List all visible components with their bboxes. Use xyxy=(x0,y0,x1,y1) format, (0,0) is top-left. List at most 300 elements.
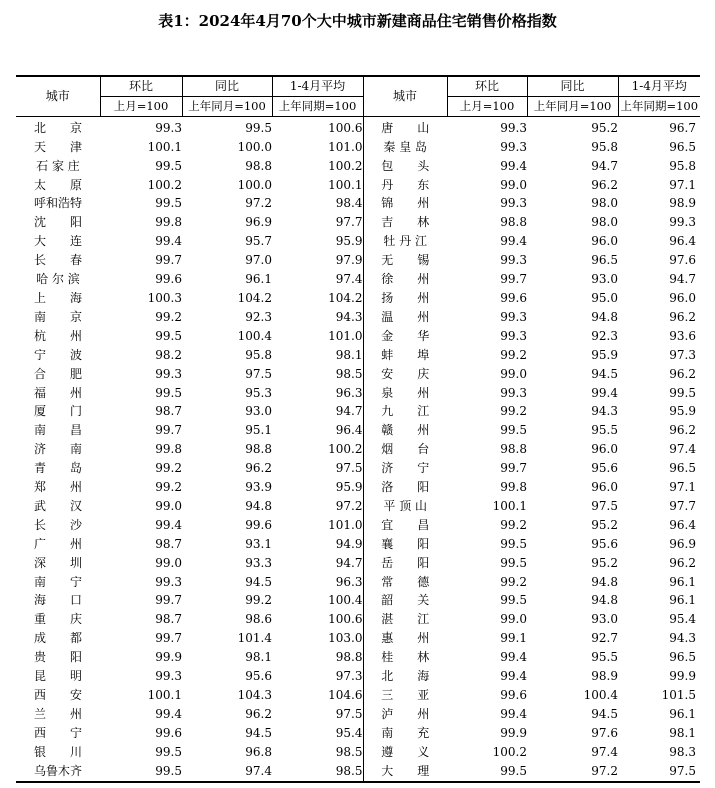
left-mom-cell: 99.4 xyxy=(155,706,182,721)
right-mom-cell: 100.2 xyxy=(492,744,527,759)
right-city-cell: 徐 州 xyxy=(381,272,430,287)
table-header xyxy=(16,76,700,116)
left-city-cell: 重 庆 xyxy=(33,612,82,627)
table-row xyxy=(16,610,700,629)
right-city-cell: 九 江 xyxy=(381,404,430,419)
left-yoy-cell: 95.8 xyxy=(245,347,272,362)
right-avg-cell: 96.5 xyxy=(669,139,696,154)
table-row xyxy=(16,346,700,365)
right-avg-cell: 96.2 xyxy=(669,366,696,381)
left-mom-cell: 99.5 xyxy=(155,158,182,173)
right-mom-cell: 99.5 xyxy=(500,555,527,570)
table-row xyxy=(16,648,700,667)
right-avg-cell: 97.3 xyxy=(669,347,696,362)
left-city-cell: 深 圳 xyxy=(33,555,82,570)
left-yoy-cell: 94.8 xyxy=(245,498,272,513)
left-avg-cell: 98.5 xyxy=(272,365,363,384)
table-row xyxy=(16,762,700,782)
left-avg-cell: 94.9 xyxy=(272,535,363,554)
left-mom-cell: 99.0 xyxy=(155,555,182,570)
left-yoy-cell: 93.9 xyxy=(245,480,272,495)
left-mom-cell: 99.5 xyxy=(155,385,182,400)
price-index-table xyxy=(16,75,700,783)
table-row xyxy=(16,743,700,762)
left-avg-cell: 97.5 xyxy=(272,459,363,478)
right-avg-cell: 94.7 xyxy=(669,272,696,287)
right-city-cell: 大 理 xyxy=(381,763,430,778)
left-avg-cell: 100.6 xyxy=(272,610,363,629)
right-yoy-cell: 96.0 xyxy=(591,442,618,457)
left-mom-cell: 100.1 xyxy=(147,139,182,154)
right-mom-cell: 99.1 xyxy=(500,631,527,646)
right-yoy-cell: 95.8 xyxy=(591,139,618,154)
right-avg-cell: 96.1 xyxy=(669,574,696,589)
header-city-left: 城市 xyxy=(16,76,100,116)
right-mom-cell: 99.0 xyxy=(500,366,527,381)
left-mom-cell: 98.2 xyxy=(155,347,182,362)
right-mom-cell: 99.0 xyxy=(500,612,527,627)
right-city-cell: 赣 州 xyxy=(381,423,430,438)
right-yoy-cell: 95.5 xyxy=(591,423,618,438)
left-avg-cell: 101.0 xyxy=(272,516,363,535)
left-mom-cell: 99.2 xyxy=(155,461,182,476)
left-city-cell: 石 家 庄 xyxy=(36,158,80,173)
right-yoy-cell: 92.3 xyxy=(591,328,618,343)
left-city-cell: 长 沙 xyxy=(33,517,82,532)
table-row xyxy=(16,270,700,289)
left-avg-cell: 98.8 xyxy=(272,648,363,667)
left-yoy-cell: 98.1 xyxy=(245,650,272,665)
right-city-cell: 惠 州 xyxy=(381,631,430,646)
left-city-cell: 北 京 xyxy=(33,120,82,135)
table-row xyxy=(16,667,700,686)
right-yoy-cell: 93.0 xyxy=(591,612,618,627)
left-mom-cell: 99.3 xyxy=(155,366,182,381)
header-yoy-right: 同比 xyxy=(527,76,618,96)
left-mom-cell: 99.6 xyxy=(155,272,182,287)
right-yoy-cell: 92.7 xyxy=(591,631,618,646)
right-city-cell: 烟 台 xyxy=(381,442,430,457)
header-mom-base-right: 上月=100 xyxy=(447,96,527,116)
left-mom-cell: 99.5 xyxy=(155,328,182,343)
right-yoy-cell: 94.3 xyxy=(591,404,618,419)
right-mom-cell: 99.5 xyxy=(500,423,527,438)
left-yoy-cell: 94.5 xyxy=(245,725,272,740)
table-row xyxy=(16,497,700,516)
left-avg-cell: 101.0 xyxy=(272,327,363,346)
table-row xyxy=(16,535,700,554)
table-row xyxy=(16,176,700,195)
right-city-cell: 牡 丹 江 xyxy=(383,234,428,249)
right-yoy-cell: 95.5 xyxy=(591,650,618,665)
left-avg-cell: 94.7 xyxy=(272,402,363,421)
left-mom-cell: 100.1 xyxy=(147,688,182,702)
header-yoy-left: 同比 xyxy=(182,76,272,96)
right-city-cell: 襄 阳 xyxy=(381,536,430,551)
left-city-cell: 武 汉 xyxy=(33,498,82,513)
left-yoy-cell: 99.2 xyxy=(245,593,272,608)
left-city-cell: 海 口 xyxy=(33,593,82,608)
right-avg-cell: 97.6 xyxy=(669,253,696,268)
table-row xyxy=(16,573,700,592)
right-city-cell: 金 华 xyxy=(381,328,430,343)
left-avg-cell: 96.3 xyxy=(272,384,363,403)
right-mom-cell: 99.3 xyxy=(500,385,527,400)
right-avg-cell: 96.4 xyxy=(669,234,696,249)
left-yoy-cell: 95.7 xyxy=(245,234,272,249)
right-yoy-cell: 97.2 xyxy=(591,763,618,778)
left-mom-cell: 100.2 xyxy=(147,177,182,192)
right-mom-cell: 99.5 xyxy=(500,763,527,778)
header-avg-left: 1-4月平均 xyxy=(272,76,363,96)
left-mom-cell: 98.7 xyxy=(155,536,182,551)
left-city-cell: 兰 州 xyxy=(33,706,82,721)
left-yoy-cell: 98.8 xyxy=(245,158,272,173)
left-yoy-cell: 95.3 xyxy=(245,385,272,400)
right-avg-cell: 96.1 xyxy=(669,706,696,721)
left-city-cell: 南 昌 xyxy=(33,423,82,438)
right-yoy-cell: 95.2 xyxy=(591,120,618,135)
right-yoy-cell: 94.5 xyxy=(591,706,618,721)
left-avg-cell: 104.2 xyxy=(272,289,363,308)
right-avg-cell: 96.2 xyxy=(669,423,696,438)
left-yoy-cell: 98.8 xyxy=(245,442,272,457)
left-city-cell: 上 海 xyxy=(33,290,82,305)
right-mom-cell: 99.5 xyxy=(500,536,527,551)
right-yoy-cell: 95.9 xyxy=(591,347,618,362)
left-avg-cell: 94.7 xyxy=(272,554,363,573)
right-mom-cell: 99.2 xyxy=(500,347,527,362)
right-mom-cell: 99.6 xyxy=(500,688,527,702)
right-yoy-cell: 96.2 xyxy=(591,177,618,192)
table-row xyxy=(16,440,700,459)
right-city-cell: 唐 山 xyxy=(381,120,430,135)
table-row xyxy=(16,554,700,573)
left-yoy-cell: 100.0 xyxy=(237,177,272,192)
left-yoy-cell: 93.3 xyxy=(245,555,272,570)
left-mom-cell: 99.9 xyxy=(155,650,182,665)
right-city-cell: 丹 东 xyxy=(381,177,430,192)
left-city-cell: 杭 州 xyxy=(33,328,82,343)
table-row xyxy=(16,194,700,213)
table-row xyxy=(16,421,700,440)
right-avg-cell: 96.2 xyxy=(669,555,696,570)
left-yoy-cell: 96.1 xyxy=(245,272,272,287)
left-mom-cell: 98.7 xyxy=(155,612,182,627)
left-yoy-cell: 101.4 xyxy=(237,631,272,646)
right-city-cell: 常 德 xyxy=(381,574,430,589)
left-city-cell: 厦 门 xyxy=(33,404,82,419)
header-avg-right: 1-4月平均 xyxy=(618,76,700,96)
table-row xyxy=(16,724,700,743)
right-mom-cell: 99.3 xyxy=(500,120,527,135)
left-mom-cell: 99.2 xyxy=(155,309,182,324)
right-city-cell: 扬 州 xyxy=(381,290,430,305)
right-city-cell: 秦 皇 岛 xyxy=(383,139,428,154)
right-mom-cell: 99.4 xyxy=(500,234,527,249)
left-city-cell: 银 川 xyxy=(33,744,82,759)
right-mom-cell: 99.0 xyxy=(500,177,527,192)
right-yoy-cell: 99.4 xyxy=(591,385,618,400)
left-avg-cell: 100.4 xyxy=(272,591,363,610)
left-mom-cell: 100.3 xyxy=(147,290,182,305)
right-city-cell: 泉 州 xyxy=(381,385,430,400)
table-row xyxy=(16,213,700,232)
right-mom-cell: 99.3 xyxy=(500,328,527,343)
table-row xyxy=(16,686,700,705)
left-yoy-cell: 96.8 xyxy=(245,744,272,759)
right-yoy-cell: 98.0 xyxy=(591,196,618,211)
left-city-cell: 南 京 xyxy=(33,309,82,324)
right-city-cell: 安 庆 xyxy=(381,366,430,381)
left-mom-cell: 99.4 xyxy=(155,234,182,249)
right-avg-cell: 96.7 xyxy=(669,120,696,135)
left-mom-cell: 99.3 xyxy=(155,120,182,135)
left-yoy-cell: 98.6 xyxy=(245,612,272,627)
left-city-cell: 南 宁 xyxy=(33,574,82,589)
right-city-cell: 桂 林 xyxy=(381,650,430,665)
left-yoy-cell: 100.0 xyxy=(237,139,272,154)
right-city-cell: 南 充 xyxy=(381,725,430,740)
left-yoy-cell: 95.1 xyxy=(245,423,272,438)
left-mom-cell: 99.7 xyxy=(155,253,182,268)
left-yoy-cell: 92.3 xyxy=(245,309,272,324)
right-mom-cell: 99.2 xyxy=(500,517,527,532)
left-avg-cell: 97.7 xyxy=(272,213,363,232)
left-city-cell: 郑 州 xyxy=(33,480,82,495)
right-city-cell: 岳 阳 xyxy=(381,555,430,570)
left-mom-cell: 99.5 xyxy=(155,744,182,759)
left-avg-cell: 101.0 xyxy=(272,138,363,157)
left-city-cell: 昆 明 xyxy=(33,669,82,684)
left-city-cell: 长 春 xyxy=(33,253,82,268)
right-avg-cell: 98.3 xyxy=(669,744,696,759)
left-city-cell: 贵 阳 xyxy=(33,650,82,665)
right-yoy-cell: 96.0 xyxy=(591,480,618,495)
right-mom-cell: 99.3 xyxy=(500,196,527,211)
left-mom-cell: 99.5 xyxy=(155,196,182,211)
right-avg-cell: 97.1 xyxy=(669,177,696,192)
right-mom-cell: 99.2 xyxy=(500,404,527,419)
left-yoy-cell: 99.5 xyxy=(245,120,272,135)
right-avg-cell: 97.1 xyxy=(669,480,696,495)
right-avg-cell: 101.5 xyxy=(661,688,696,702)
table-row xyxy=(16,384,700,403)
left-avg-cell: 100.1 xyxy=(272,176,363,195)
left-city-cell: 太 原 xyxy=(33,177,82,192)
left-city-cell: 大 连 xyxy=(33,234,82,249)
table-row xyxy=(16,705,700,724)
right-yoy-cell: 96.0 xyxy=(591,234,618,249)
right-yoy-cell: 93.0 xyxy=(591,272,618,287)
right-yoy-cell: 98.9 xyxy=(591,669,618,684)
table-row xyxy=(16,629,700,648)
table-row xyxy=(16,157,700,176)
left-avg-cell: 98.5 xyxy=(272,762,363,782)
left-city-cell: 合 肥 xyxy=(33,366,82,381)
table-title: 表1：2024年4月70个大中城市新建商品住宅销售价格指数 xyxy=(158,12,557,30)
right-mom-cell: 99.3 xyxy=(500,309,527,324)
right-avg-cell: 96.5 xyxy=(669,461,696,476)
right-avg-cell: 97.7 xyxy=(669,498,696,513)
right-yoy-cell: 96.5 xyxy=(591,253,618,268)
left-yoy-cell: 93.0 xyxy=(245,404,272,419)
table-row xyxy=(16,365,700,384)
left-mom-cell: 99.5 xyxy=(155,763,182,778)
header-city-right: 城市 xyxy=(363,76,447,116)
left-yoy-cell: 96.9 xyxy=(245,215,272,230)
right-mom-cell: 99.7 xyxy=(500,272,527,287)
header-mom-base-left: 上月=100 xyxy=(100,96,182,116)
right-city-cell: 无 锡 xyxy=(381,253,430,268)
table-row xyxy=(16,516,700,535)
table-row xyxy=(16,289,700,308)
right-city-cell: 三 亚 xyxy=(381,688,430,702)
header-avg-base-left: 上年同期=100 xyxy=(272,96,363,116)
header-yoy-base-right: 上年同月=100 xyxy=(527,96,618,116)
header-mom-right: 环比 xyxy=(447,76,527,96)
right-avg-cell: 96.5 xyxy=(669,650,696,665)
right-yoy-cell: 94.5 xyxy=(591,366,618,381)
right-yoy-cell: 98.0 xyxy=(591,215,618,230)
left-avg-cell: 94.3 xyxy=(272,308,363,327)
right-yoy-cell: 94.8 xyxy=(591,309,618,324)
right-avg-cell: 97.5 xyxy=(669,763,696,778)
right-yoy-cell: 97.6 xyxy=(591,725,618,740)
left-avg-cell: 97.3 xyxy=(272,667,363,686)
left-avg-cell: 97.4 xyxy=(272,270,363,289)
right-yoy-cell: 94.8 xyxy=(591,593,618,608)
right-mom-cell: 100.1 xyxy=(492,498,527,513)
left-mom-cell: 98.7 xyxy=(155,404,182,419)
left-city-cell: 西 安 xyxy=(33,688,82,702)
left-city-cell: 青 岛 xyxy=(33,461,82,476)
left-avg-cell: 95.4 xyxy=(272,724,363,743)
right-mom-cell: 99.5 xyxy=(500,593,527,608)
right-avg-cell: 95.9 xyxy=(669,404,696,419)
right-mom-cell: 99.3 xyxy=(500,139,527,154)
right-city-cell: 遵 义 xyxy=(381,744,430,759)
left-mom-cell: 99.0 xyxy=(155,498,182,513)
left-mom-cell: 99.6 xyxy=(155,725,182,740)
right-mom-cell: 99.2 xyxy=(500,574,527,589)
left-yoy-cell: 95.6 xyxy=(245,669,272,684)
right-city-cell: 洛 阳 xyxy=(381,480,430,495)
right-avg-cell: 95.4 xyxy=(669,612,696,627)
right-city-cell: 平 顶 山 xyxy=(383,498,428,513)
left-mom-cell: 99.3 xyxy=(155,574,182,589)
table-row xyxy=(16,591,700,610)
right-yoy-cell: 97.4 xyxy=(591,744,618,759)
right-avg-cell: 96.2 xyxy=(669,309,696,324)
left-city-cell: 呼和浩特 xyxy=(33,196,82,211)
left-avg-cell: 100.2 xyxy=(272,440,363,459)
table-row xyxy=(16,116,700,137)
left-mom-cell: 99.7 xyxy=(155,593,182,608)
header-mom-left: 环比 xyxy=(100,76,182,96)
left-yoy-cell: 96.2 xyxy=(245,461,272,476)
right-yoy-cell: 95.0 xyxy=(591,290,618,305)
table-row xyxy=(16,138,700,157)
left-yoy-cell: 97.0 xyxy=(245,253,272,268)
header-yoy-base-left: 上年同月=100 xyxy=(182,96,272,116)
right-yoy-cell: 94.7 xyxy=(591,158,618,173)
left-avg-cell: 100.2 xyxy=(272,157,363,176)
table-row xyxy=(16,251,700,270)
left-avg-cell: 95.9 xyxy=(272,478,363,497)
right-avg-cell: 93.6 xyxy=(669,328,696,343)
left-avg-cell: 98.4 xyxy=(272,194,363,213)
right-yoy-cell: 95.6 xyxy=(591,461,618,476)
left-yoy-cell: 100.4 xyxy=(237,328,272,343)
right-avg-cell: 99.9 xyxy=(669,669,696,684)
left-city-cell: 沈 阳 xyxy=(33,215,82,230)
left-mom-cell: 99.7 xyxy=(155,423,182,438)
left-yoy-cell: 97.5 xyxy=(245,366,272,381)
left-city-cell: 西 宁 xyxy=(33,725,82,740)
right-yoy-cell: 97.5 xyxy=(591,498,618,513)
right-avg-cell: 99.3 xyxy=(669,215,696,230)
right-mom-cell: 98.8 xyxy=(500,215,527,230)
left-avg-cell: 97.5 xyxy=(272,705,363,724)
table-row xyxy=(16,308,700,327)
right-city-cell: 宜 昌 xyxy=(381,517,430,532)
right-avg-cell: 96.9 xyxy=(669,536,696,551)
right-yoy-cell: 95.2 xyxy=(591,517,618,532)
left-city-cell: 成 都 xyxy=(33,631,82,646)
right-yoy-cell: 100.4 xyxy=(583,688,618,702)
right-avg-cell: 98.9 xyxy=(669,196,696,211)
left-avg-cell: 97.9 xyxy=(272,251,363,270)
right-mom-cell: 98.8 xyxy=(500,442,527,457)
left-city-cell: 天 津 xyxy=(33,139,82,154)
right-mom-cell: 99.4 xyxy=(500,669,527,684)
left-city-cell: 广 州 xyxy=(33,536,82,551)
right-mom-cell: 99.4 xyxy=(500,158,527,173)
right-city-cell: 泸 州 xyxy=(381,706,430,721)
right-city-cell: 济 宁 xyxy=(381,461,430,476)
right-avg-cell: 96.0 xyxy=(669,290,696,305)
left-yoy-cell: 96.2 xyxy=(245,706,272,721)
right-city-cell: 北 海 xyxy=(381,669,430,684)
right-yoy-cell: 95.2 xyxy=(591,555,618,570)
left-yoy-cell: 104.3 xyxy=(237,688,272,702)
right-city-cell: 锦 州 xyxy=(381,196,430,211)
left-mom-cell: 99.7 xyxy=(155,631,182,646)
left-avg-cell: 104.6 xyxy=(272,686,363,705)
left-avg-cell: 100.6 xyxy=(272,116,363,137)
right-city-cell: 吉 林 xyxy=(381,215,430,230)
left-avg-cell: 95.9 xyxy=(272,232,363,251)
left-avg-cell: 103.0 xyxy=(272,629,363,648)
left-mom-cell: 99.2 xyxy=(155,480,182,495)
right-city-cell: 蚌 埠 xyxy=(381,347,430,362)
right-mom-cell: 99.3 xyxy=(500,253,527,268)
right-yoy-cell: 95.6 xyxy=(591,536,618,551)
right-city-cell: 包 头 xyxy=(381,158,430,173)
left-yoy-cell: 99.6 xyxy=(245,517,272,532)
right-avg-cell: 95.8 xyxy=(669,158,696,173)
left-avg-cell: 98.1 xyxy=(272,346,363,365)
left-mom-cell: 99.8 xyxy=(155,442,182,457)
left-avg-cell: 96.4 xyxy=(272,421,363,440)
right-mom-cell: 99.4 xyxy=(500,650,527,665)
right-city-cell: 湛 江 xyxy=(381,612,430,627)
table-row xyxy=(16,478,700,497)
table-body xyxy=(16,116,700,781)
right-city-cell: 韶 关 xyxy=(381,593,430,608)
left-yoy-cell: 104.2 xyxy=(237,290,272,305)
